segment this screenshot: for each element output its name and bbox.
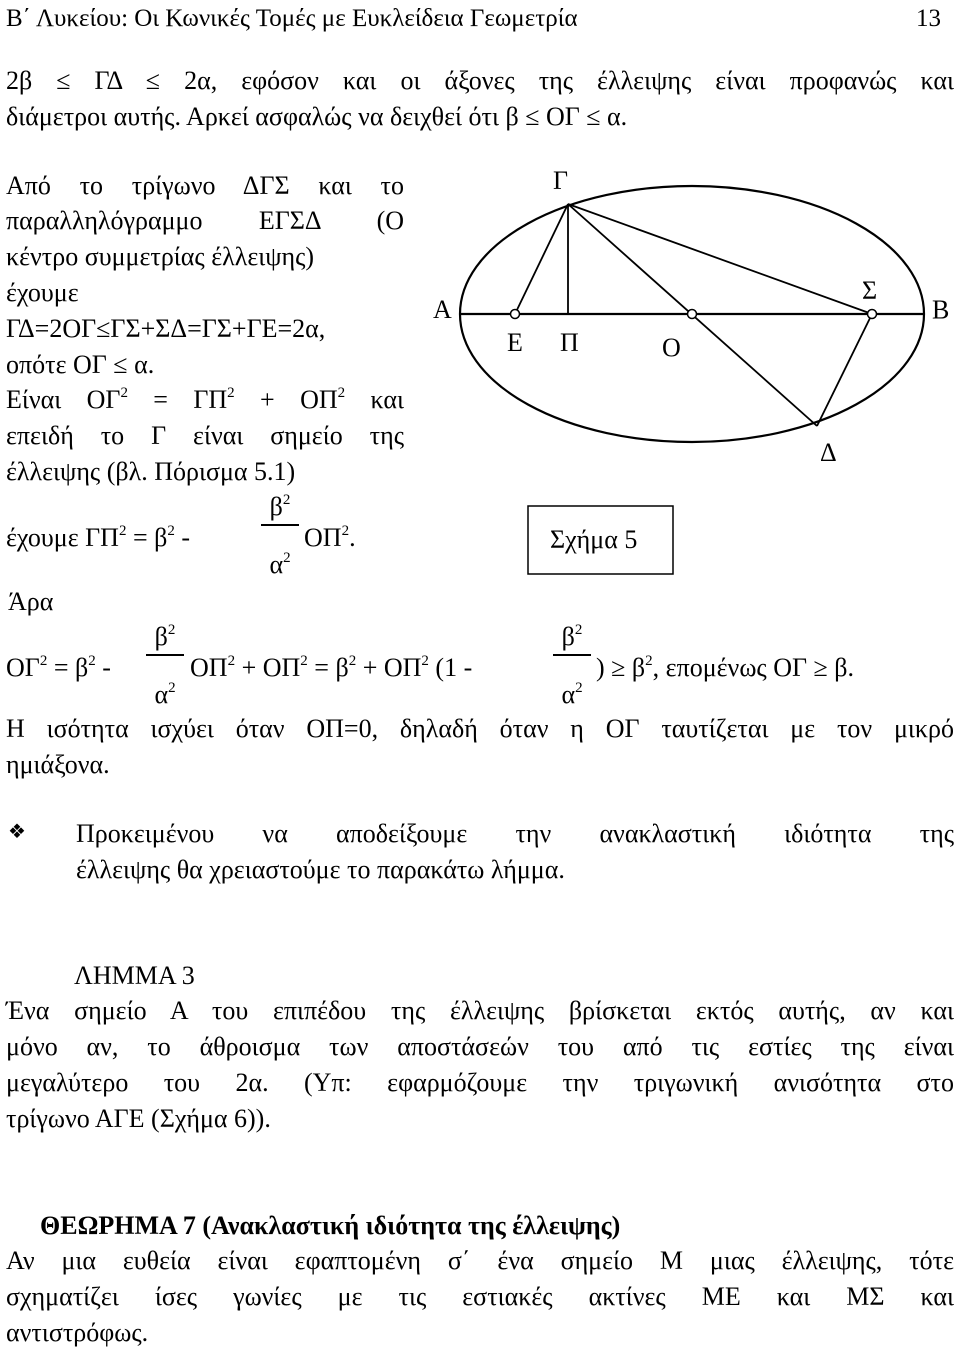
eq2-fraction2-denominator: $\alpha^2$ <box>561 680 583 709</box>
focus-S-point <box>868 310 877 319</box>
eq2-fraction1-denominator: $\alpha^2$ <box>154 680 176 709</box>
left-text-line-4: έχουμε <box>6 278 79 307</box>
figure-label-A: Α <box>433 295 452 324</box>
eq2-part-c: ) ≥ $\beta^2$, επομένως ΟΓ ≥ β. <box>596 653 855 682</box>
eq1-fraction-numerator: $\beta^2$ <box>269 492 291 521</box>
left-text-line-3: κέντρο συμμετρίας έλλειψης) <box>6 242 315 271</box>
figure-label-P: Π <box>560 328 579 357</box>
figure-label-E: Ε <box>507 328 523 357</box>
left-text-line-1: Από το τρίγωνο ΔΓΣ και το <box>6 171 404 200</box>
focus-E-point <box>511 310 520 319</box>
segment-GS <box>568 204 872 314</box>
intro-line-2: διάμετροι αυτής. Αρκεί ασφαλώς να δειχθεί ότι β ≤ ΟΓ ≤ α. <box>6 102 628 131</box>
figure-label-G: Γ <box>553 166 569 195</box>
theorem-line-3: αντιστρόφως. <box>6 1318 149 1347</box>
eq2-fraction2-numerator: $\beta^2$ <box>561 622 583 651</box>
center-O-point <box>688 310 697 319</box>
left-text-line-5: ΓΔ=2ΟΓ≤ΓΣ+ΣΔ=ΓΣ+ΓΕ=2α, <box>6 314 326 343</box>
equality-line-2: ημιάξονα. <box>6 750 110 779</box>
figure-label-S: Σ <box>862 276 878 305</box>
segment-SD <box>817 314 872 426</box>
theorem-title: ΘΕΩΡΗΜΑ 7 (Ανακλαστική ιδιότητα της έλλειψης) <box>40 1211 621 1240</box>
page-number: 13 <box>916 5 941 32</box>
therefore-label: Άρα <box>8 587 54 616</box>
figure-label-B: Β <box>932 295 950 324</box>
equality-line-1: Η ισότητα ισχύει όταν ΟΠ=0, δηλαδή όταν η ΟΓ ταυτίζεται με τον μικρό <box>6 714 954 743</box>
lemma-line-1: Ένα σημείο Α του επιπέδου της έλλειψης βρίσκεται εκτός αυτής, αν και <box>6 996 954 1025</box>
running-header-title: Β΄ Λυκείου: Οι Κωνικές Τομές με Ευκλείδεια Γεωμετρία <box>6 5 578 32</box>
bullet-line-2: έλλειψης θα χρειαστούμε το παρακάτω λήμμα. <box>76 855 565 884</box>
eq2-fraction1-numerator: $\beta^2$ <box>154 622 176 651</box>
theorem-line-2: σχηματίζει ίσες γωνίες με τις εστιακές ακτίνες ΜΕ και ΜΣ και <box>6 1282 954 1311</box>
left-text-line-2: παραλληλόγραμμο ΕΓΣΔ (Ο <box>6 206 404 235</box>
bullet-diamond-icon: ❖ <box>8 819 26 843</box>
figure-caption: Σχήμα 5 <box>550 525 638 554</box>
left-text-line-8: επειδή το Γ είναι σημείο της <box>6 421 404 450</box>
theorem-line-1: Αν μια ευθεία είναι εφαπτομένη σ΄ ένα σημείο Μ μιας έλλειψης, τότε <box>6 1246 954 1275</box>
bullet-line-1: Προκειμένου να αποδείξουμε την ανακλαστική ιδιότητα της <box>76 819 954 848</box>
figure-label-O: Ο <box>662 333 681 362</box>
eq1-left: έχουμε $\Gamma\Pi^2 = \beta^2$ - <box>6 523 191 552</box>
eq1-fraction-denominator: $\alpha^2$ <box>269 550 291 579</box>
eq1-right: $O\Pi^2$. <box>304 523 356 552</box>
left-text-line-7: Είναι $O\Gamma^2 = \Gamma\Pi^2 + O\Pi^2$ και <box>6 385 404 414</box>
eq2-part-a: $O\Gamma^2 = \beta^2$ - <box>6 653 111 682</box>
figure-label-D: Δ <box>820 438 837 467</box>
lemma-title: ΛΗΜΜΑ 3 <box>74 961 195 990</box>
segment-GE <box>515 204 568 314</box>
eq2-part-b: $O\Pi^2 + O\Pi^2 = \beta^2 + O\Pi^2$ (1 - <box>190 653 473 682</box>
intro-line-1: 2β ≤ ΓΔ ≤ 2α, εφόσον και οι άξονες της έλλειψης είναι προφανώς και <box>6 66 954 95</box>
left-text-line-6: οπότε ΟΓ ≤ α. <box>6 350 155 379</box>
left-text-line-9: έλλειψης (βλ. Πόρισμα 5.1) <box>6 457 296 486</box>
lemma-line-2: μόνο αν, το άθροισμα των αποστάσεών του από τις εστίες της είναι <box>6 1032 954 1061</box>
lemma-line-4: τρίγωνο ΑΓΕ (Σχήμα 6)). <box>6 1104 271 1133</box>
lemma-line-3: μεγαλύτερο του 2α. (Υπ: εφαρμόζουμε την τριγωνική ανισότητα στο <box>6 1068 954 1097</box>
